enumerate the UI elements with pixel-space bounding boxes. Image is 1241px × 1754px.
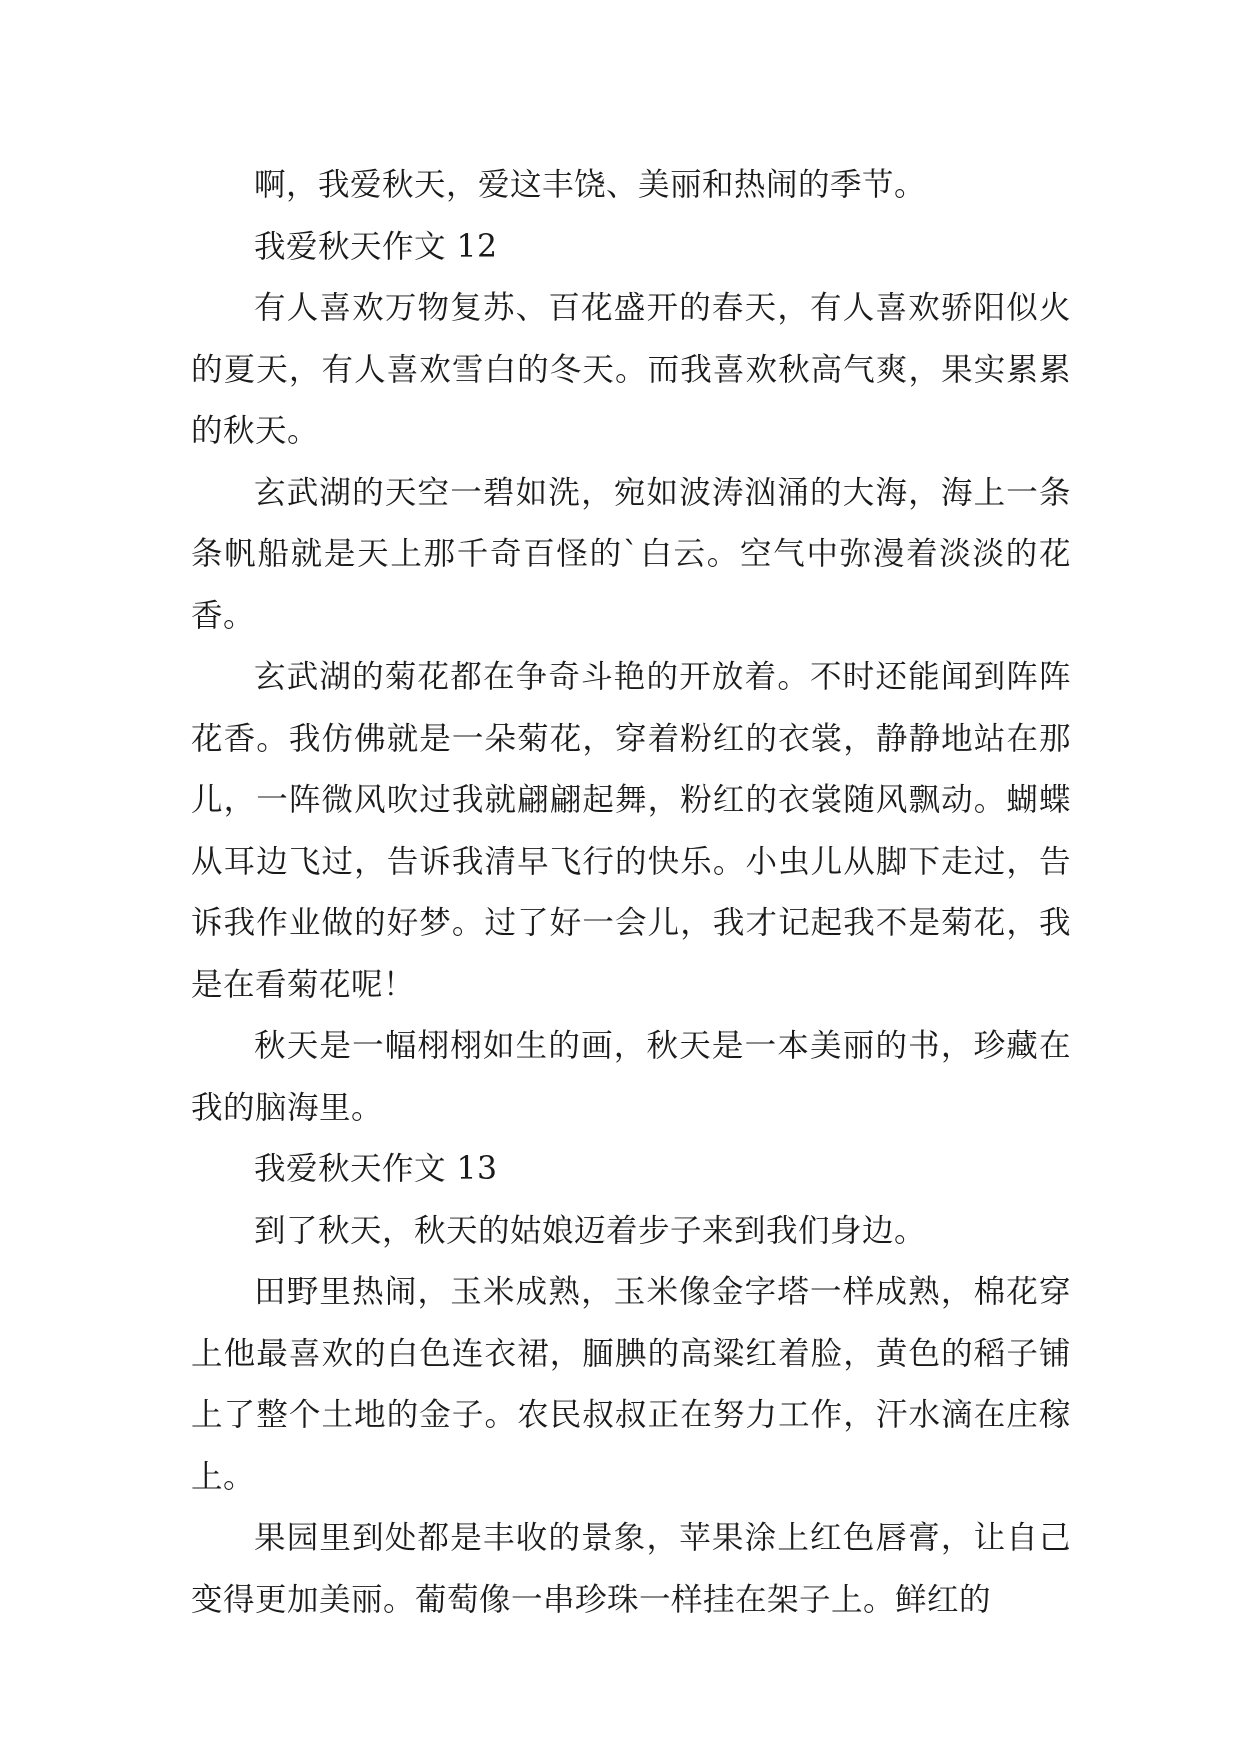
paragraph: 啊，我爱秋天，爱这丰饶、美丽和热闹的季节。 (254, 167, 927, 203)
paragraph: 到了秋天，秋天的姑娘迈着步子来到我们身边。 (254, 1212, 927, 1249)
paragraph: 秋天是一幅栩栩如生的画，秋天是一本美丽的书，珍藏在我的脑海里。 (191, 1028, 1071, 1126)
section-heading: 我爱秋天作文 13 (254, 1151, 498, 1187)
document-body (191, 155, 1071, 1631)
paragraph: 田野里热闹，玉米成熟，玉米像金字塔一样成熟，棉花穿上他最喜欢的白色连衣裙，腼腆的高粱红着脸，黄色的稻子铺上了整个土地的金子。农民叔叔正在努力工作，汗水滴在庄稼上。 (191, 1274, 1071, 1495)
paragraph: 果园里到处都是丰收的景象，苹果涂上红色唇膏，让自己变得更加美丽。葡萄像一串珍珠一样挂在架子上。鲜红的 (191, 1520, 1071, 1618)
paragraph: 玄武湖的天空一碧如洗，宛如波涛汹涌的大海，海上一条条帆船就是天上那千奇百怪的`白云。空气中弥漫着淡淡的花香。 (191, 474, 1071, 634)
paragraph: 有人喜欢万物复苏、百花盛开的春天，有人喜欢骄阳似火的夏天，有人喜欢雪白的冬天。而我喜欢秋高气爽，果实累累的秋天。 (191, 290, 1071, 449)
section-heading: 我爱秋天作文 12 (254, 228, 498, 265)
paragraph: 玄武湖的菊花都在争奇斗艳的开放着。不时还能闻到阵阵花香。我仿佛就是一朵菊花，穿着粉红的衣裳，静静地站在那儿，一阵微风吹过我就翩翩起舞，粉红的衣裳随风飘动。蝴蝶从耳边飞过，告诉我清早飞行的快乐。小虫儿从脚下走过，告诉我作业做的好梦。过了好一会儿，我才记起我不是菊花，我是在看菊花呢！ (191, 659, 1071, 1003)
